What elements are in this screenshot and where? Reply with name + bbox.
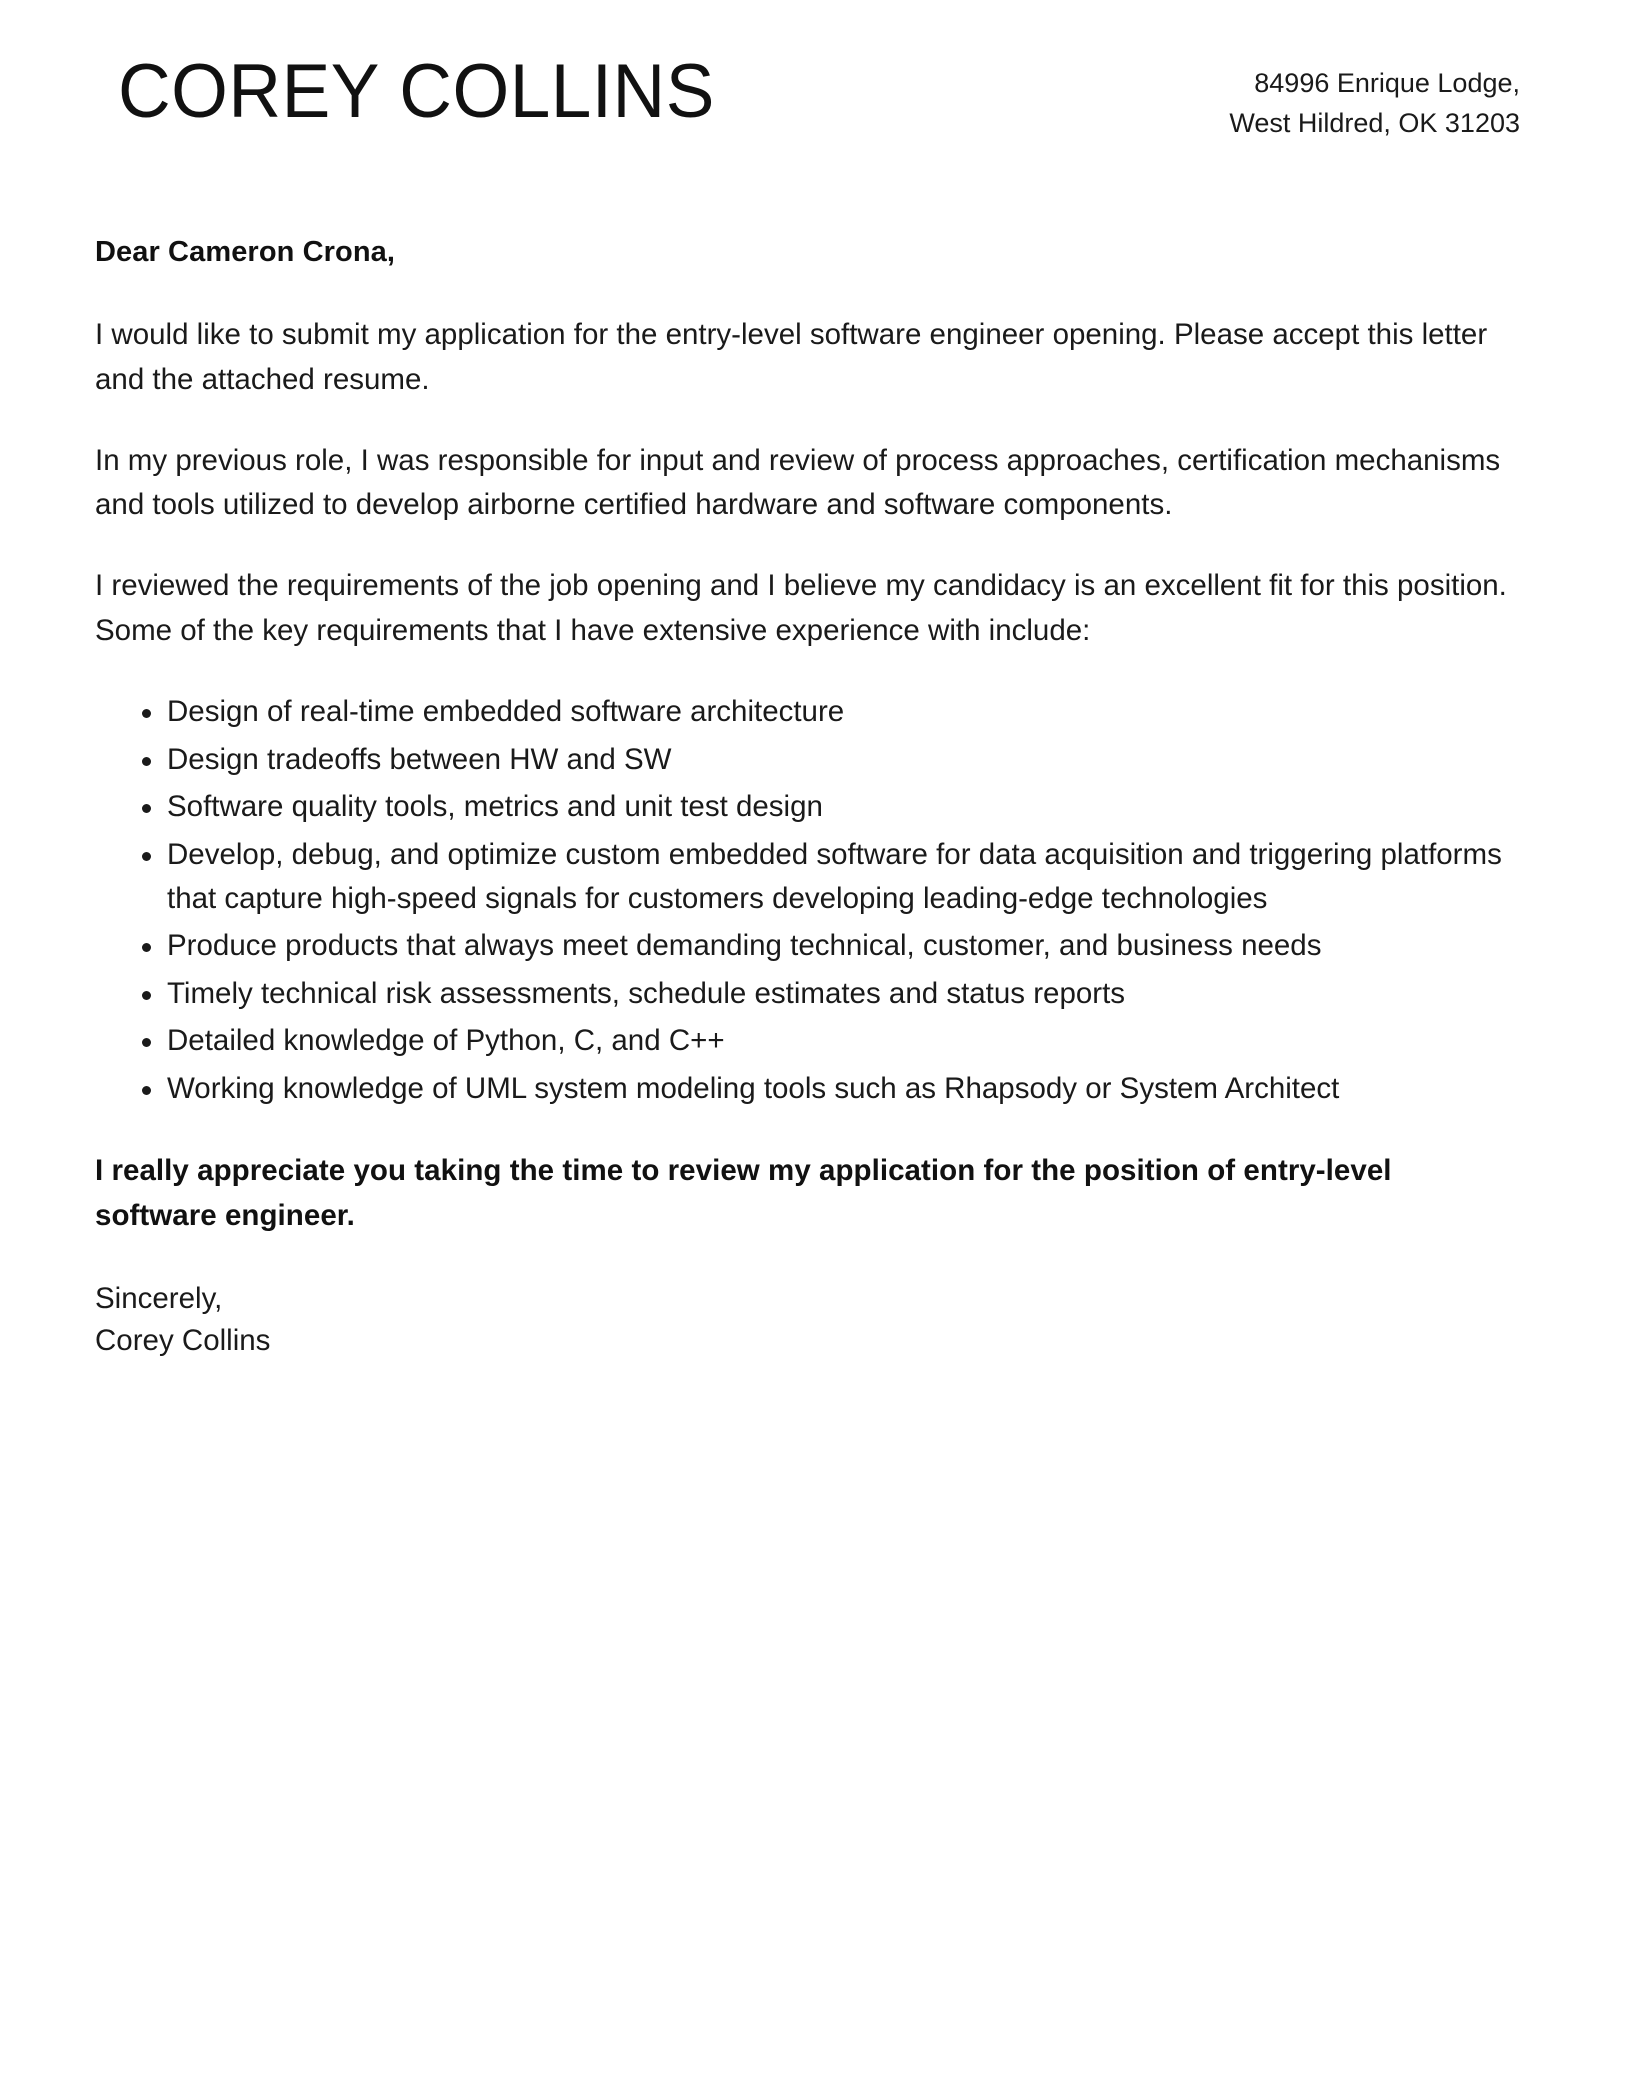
- list-item: Detailed knowledge of Python, C, and C++: [120, 1019, 1520, 1063]
- signature-block: [95, 1278, 1520, 1362]
- sender-address-block: [1229, 52, 1520, 144]
- salutation: Dear Cameron Crona,: [95, 235, 396, 268]
- qualifications-list: [95, 690, 1520, 1111]
- valediction: Sincerely,: [95, 1282, 223, 1316]
- list-item: Design of real-time embedded software architecture: [120, 690, 1520, 734]
- signature-name: Corey Collins: [95, 1324, 271, 1358]
- body-paragraph-2: In my previous role, I was responsible for input and review of process approaches, certification mechanisms and tools utilized to develop airborne certified hardware and software components.: [95, 443, 1501, 522]
- list-item: Design tradeoffs between HW and SW: [120, 738, 1520, 782]
- address-line-city-state-zip: West Hildred, OK 31203: [1229, 107, 1520, 138]
- list-item: Working knowledge of UML system modeling tools such as Rhapsody or System Architect: [120, 1067, 1520, 1111]
- address-line-street: 84996 Enrique Lodge,: [1254, 68, 1520, 98]
- list-item: Timely technical risk assessments, schedule estimates and status reports: [120, 972, 1520, 1016]
- body-paragraph-3: I reviewed the requirements of the job opening and I believe my candidacy is an excellent fit for this position. Some of the key requirements that I have extensive experience with include:: [95, 569, 1507, 648]
- letter-body: [0, 236, 1632, 1362]
- closing-statement: I really appreciate you taking the time to review my application for the position of entry-level software engineer.: [95, 1153, 1392, 1232]
- list-item: Produce products that always meet demanding technical, customer, and business needs: [120, 924, 1520, 968]
- body-paragraph-1: I would like to submit my application for the entry-level software engineer opening. Please accept this letter and the attached resume.: [95, 317, 1488, 396]
- letter-header: [0, 0, 1632, 144]
- list-item: Develop, debug, and optimize custom embedded software for data acquisition and triggering platforms that capture high-speed signals for customers developing leading-edge technologies: [120, 833, 1520, 920]
- page-title: COREY COLLINS: [118, 49, 715, 134]
- list-item: Software quality tools, metrics and unit test design: [120, 785, 1520, 829]
